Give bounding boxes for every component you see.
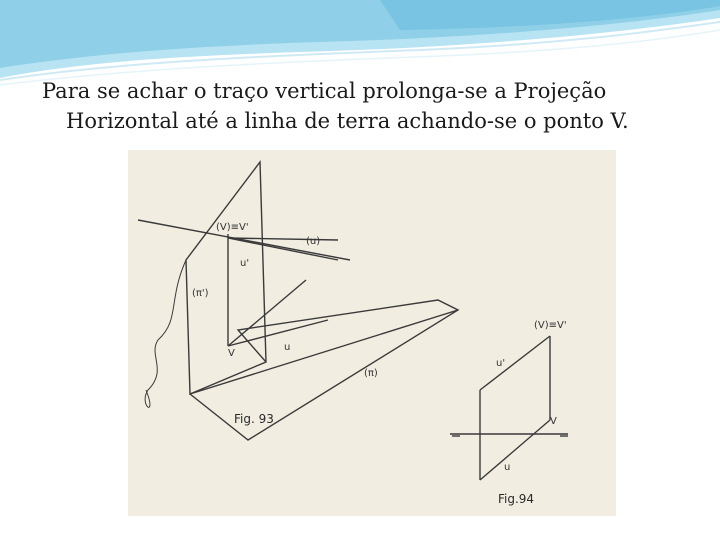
- space-line-u: [228, 238, 338, 260]
- slide-title-line-1: Para se achar o traço vertical prolonga-se a Projeção: [42, 79, 607, 103]
- fig94-label-u-prime: u': [496, 358, 506, 369]
- fig93-label-pi-prime: (π'): [192, 288, 209, 299]
- fig93-label-v-point: V: [228, 348, 235, 359]
- fig93-label-u-point: u: [284, 342, 291, 353]
- scanned-figure-image: [128, 150, 616, 516]
- vertical-plane-outline: [186, 162, 266, 394]
- fig94-label-u-point: u: [504, 462, 511, 473]
- fig93-label-pi: (π): [364, 368, 378, 379]
- fig94-caption: Fig.94: [498, 492, 535, 506]
- slide-title-line-2: Horizontal até a linha de terra achando-se o ponto V.: [66, 109, 629, 133]
- fig94-label-v-point: V: [550, 416, 557, 427]
- fig93-label-v-trace: (V)≡V': [216, 222, 249, 233]
- fig93-caption: Fig. 93: [234, 412, 274, 426]
- fig93-label-u-proj: (u): [306, 236, 321, 247]
- epure-line-upper: [480, 336, 550, 390]
- epure-line-lower: [480, 420, 550, 480]
- fig93-label-u-prime: u': [240, 258, 250, 269]
- slide-title: [42, 76, 702, 136]
- fig94-label-v-trace: (V)≡V': [534, 320, 567, 331]
- wavy-edge: [145, 260, 186, 407]
- geometry-drawing: [128, 150, 616, 516]
